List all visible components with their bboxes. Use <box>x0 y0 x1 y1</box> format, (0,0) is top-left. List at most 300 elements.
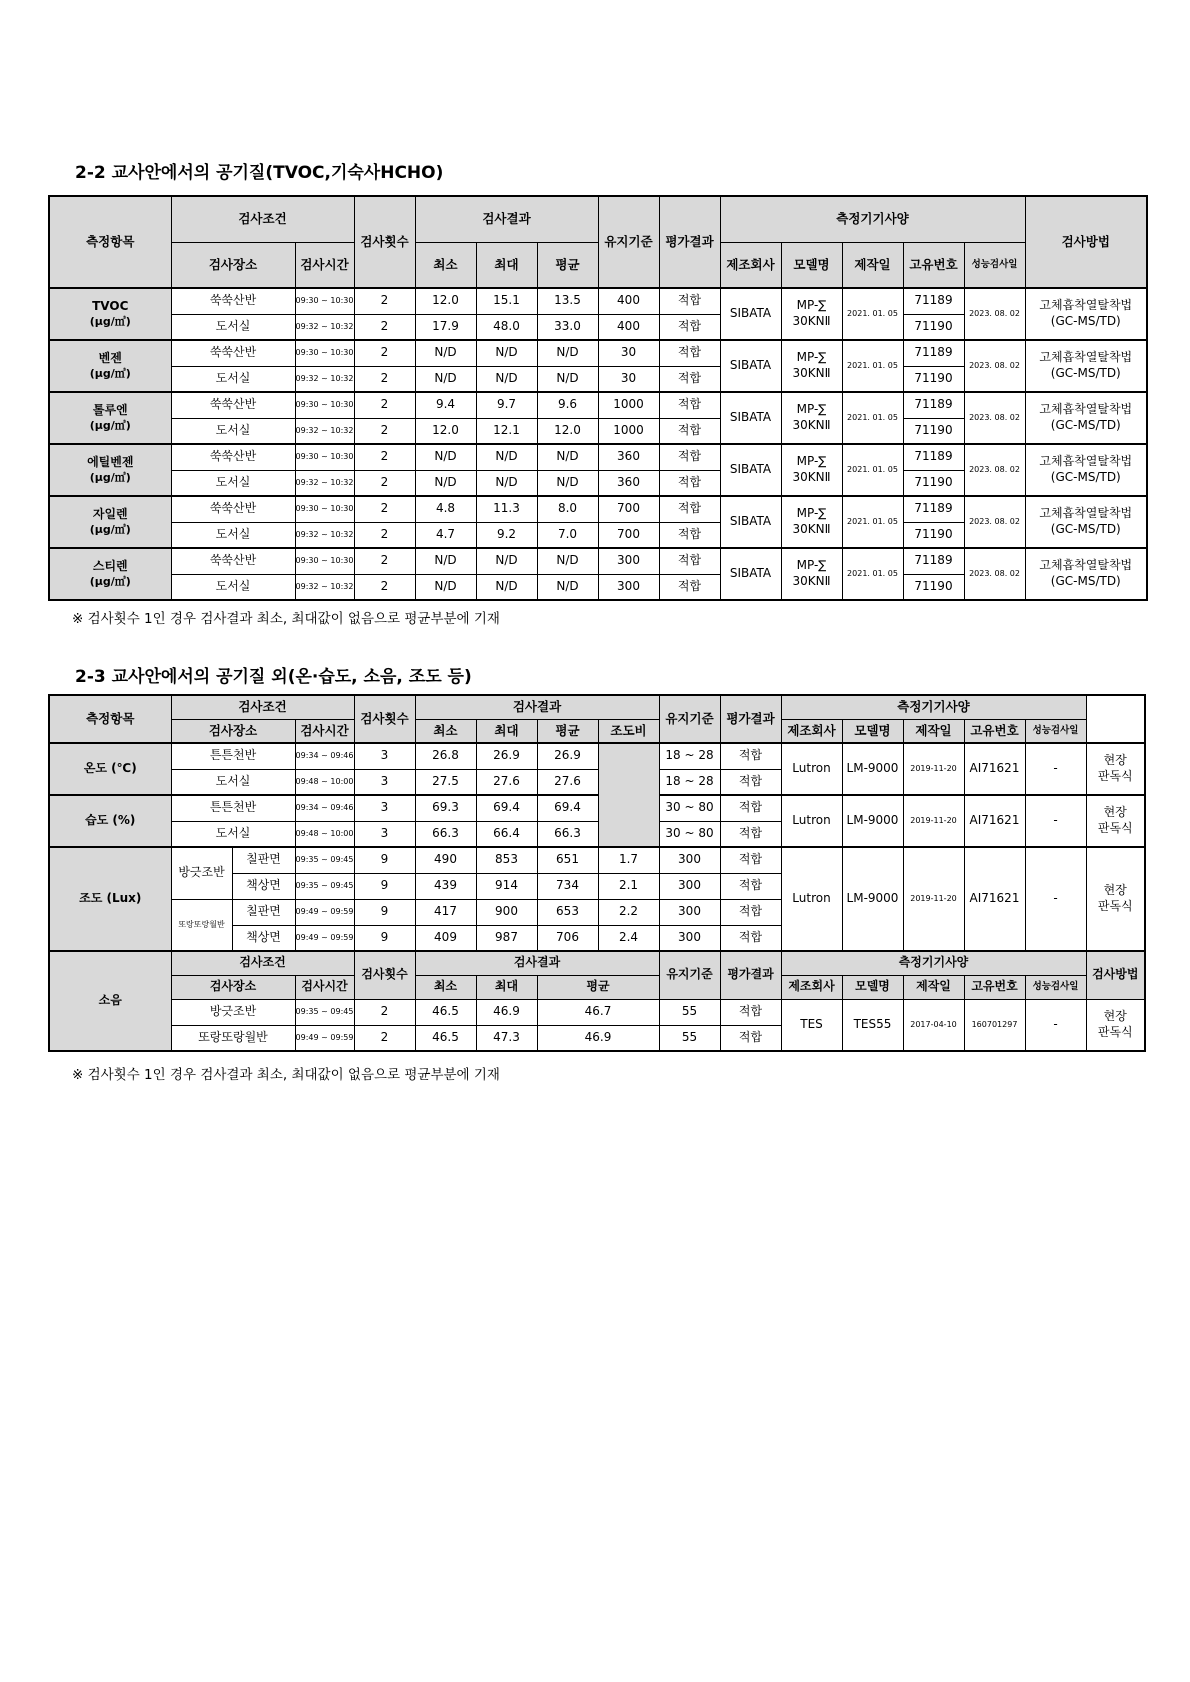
environment-table <box>48 694 1146 1052</box>
model-cell: MP-∑ 30KNⅡ <box>781 392 842 444</box>
made-cell: 2019-11-20 <box>903 743 964 795</box>
time-cell: 09:30 ~ 10:30 <box>295 444 354 470</box>
header-device: 측정기기사양 <box>781 951 1086 975</box>
serial-cell: 71190 <box>903 366 964 392</box>
count-cell: 2 <box>354 444 415 470</box>
time-cell: 09:30 ~ 10:30 <box>295 288 354 314</box>
header-made: 제작일 <box>903 719 964 743</box>
made-cell: 2021. 01. 05 <box>842 288 903 340</box>
standard-cell: 700 <box>598 496 659 522</box>
header-maker: 제조회사 <box>781 719 842 743</box>
max-cell: 46.9 <box>476 999 537 1025</box>
min-cell: 4.7 <box>415 522 476 548</box>
time-cell: 09:30 ~ 10:30 <box>295 548 354 574</box>
table-row <box>49 288 1147 314</box>
count-cell: 2 <box>354 1025 415 1051</box>
standard-cell: 300 <box>659 899 720 925</box>
standard-cell: 400 <box>598 288 659 314</box>
surface-cell: 칠판면 <box>232 899 295 925</box>
count-cell: 9 <box>354 873 415 899</box>
made-cell: 2019-11-20 <box>903 847 964 951</box>
header-result: 검사결과 <box>415 695 659 719</box>
standard-cell: 700 <box>598 522 659 548</box>
serial-cell: AI71621 <box>964 743 1025 795</box>
max-cell: 900 <box>476 899 537 925</box>
count-cell: 2 <box>354 999 415 1025</box>
header-evaluation: 평가결과 <box>720 695 781 743</box>
min-cell: 46.5 <box>415 1025 476 1051</box>
table-row <box>49 548 1147 574</box>
model-cell: MP-∑ 30KNⅡ <box>781 288 842 340</box>
max-cell: 853 <box>476 847 537 873</box>
max-cell: 15.1 <box>476 288 537 314</box>
standard-cell: 360 <box>598 470 659 496</box>
item-name: TVOC (μg/㎥) <box>49 288 171 340</box>
evaluation-cell: 적합 <box>720 873 781 899</box>
place-cell: 도서실 <box>171 769 295 795</box>
standard-cell: 300 <box>659 873 720 899</box>
standard-cell: 30 ~ 80 <box>659 795 720 821</box>
time-cell: 09:30 ~ 10:30 <box>295 496 354 522</box>
uniformity-cell: 2.2 <box>598 899 659 925</box>
count-cell: 9 <box>354 847 415 873</box>
maker-cell: SIBATA <box>720 288 781 340</box>
evaluation-cell: 적합 <box>720 769 781 795</box>
header-count: 검사횟수 <box>354 695 415 743</box>
header-method: 검사방법 <box>1086 951 1145 999</box>
header-standard: 유지기준 <box>659 695 720 743</box>
serial-cell: 71190 <box>903 574 964 600</box>
model-cell: MP-∑ 30KNⅡ <box>781 444 842 496</box>
time-cell: 09:30 ~ 10:30 <box>295 340 354 366</box>
count-cell: 2 <box>354 574 415 600</box>
min-cell: 46.5 <box>415 999 476 1025</box>
serial-cell: AI71621 <box>964 847 1025 951</box>
avg-cell: 9.6 <box>537 392 598 418</box>
maker-cell: TES <box>781 999 842 1051</box>
evaluation-cell: 적합 <box>659 444 720 470</box>
place-cell: 도서실 <box>171 418 295 444</box>
time-cell: 09:49 ~ 09:59 <box>295 1025 354 1051</box>
max-cell: 12.1 <box>476 418 537 444</box>
evaluation-cell: 적합 <box>659 314 720 340</box>
header-serial: 고유번호 <box>903 242 964 288</box>
min-cell: N/D <box>415 548 476 574</box>
count-cell: 9 <box>354 925 415 951</box>
air-quality-table <box>48 195 1148 601</box>
max-cell: N/D <box>476 366 537 392</box>
place-cell: 튼튼천반 <box>171 795 295 821</box>
header-uniformity: 조도비 <box>598 719 659 743</box>
min-cell: N/D <box>415 470 476 496</box>
header-place: 검사장소 <box>171 242 295 288</box>
avg-cell: 26.9 <box>537 743 598 769</box>
max-cell: 9.7 <box>476 392 537 418</box>
avg-cell: N/D <box>537 444 598 470</box>
method-cell: 현장 판독식 <box>1086 795 1145 847</box>
header-perf: 성능검사일 <box>1025 719 1086 743</box>
time-cell: 09:49 ~ 09:59 <box>295 899 354 925</box>
place-cell: 도서실 <box>171 522 295 548</box>
item-name: 조도 (Lux) <box>49 847 171 951</box>
table-row <box>49 847 1145 873</box>
max-cell: N/D <box>476 548 537 574</box>
evaluation-cell: 적합 <box>720 1025 781 1051</box>
count-cell: 2 <box>354 366 415 392</box>
uniformity-cell: 2.1 <box>598 873 659 899</box>
time-cell: 09:35 ~ 09:45 <box>295 999 354 1025</box>
header-serial: 고유번호 <box>964 719 1025 743</box>
avg-cell: 7.0 <box>537 522 598 548</box>
item-name: 에틸벤젠 (μg/㎥) <box>49 444 171 496</box>
method-cell: 고체흡착열탈착법 (GC-MS/TD) <box>1025 288 1147 340</box>
made-cell: 2019-11-20 <box>903 795 964 847</box>
place-cell: 도서실 <box>171 574 295 600</box>
standard-cell: 30 ~ 80 <box>659 821 720 847</box>
place-cell: 쑥쑥산반 <box>171 496 295 522</box>
evaluation-cell: 적합 <box>659 548 720 574</box>
count-cell: 2 <box>354 340 415 366</box>
header-place: 검사장소 <box>171 975 295 999</box>
made-cell: 2021. 01. 05 <box>842 392 903 444</box>
min-cell: N/D <box>415 366 476 392</box>
min-cell: 69.3 <box>415 795 476 821</box>
count-cell: 9 <box>354 899 415 925</box>
standard-cell: 18 ~ 28 <box>659 769 720 795</box>
table-row <box>49 340 1147 366</box>
serial-cell: 71189 <box>903 548 964 574</box>
avg-cell: N/D <box>537 548 598 574</box>
serial-cell: 71190 <box>903 470 964 496</box>
max-cell: 9.2 <box>476 522 537 548</box>
uniformity-cell: 1.7 <box>598 847 659 873</box>
made-cell: 2021. 01. 05 <box>842 340 903 392</box>
header-condition: 검사조건 <box>171 951 354 975</box>
method-cell: 고체흡착열탈착법 (GC-MS/TD) <box>1025 496 1147 548</box>
count-cell: 3 <box>354 769 415 795</box>
method-cell: 고체흡착열탈착법 (GC-MS/TD) <box>1025 444 1147 496</box>
header-avg: 평균 <box>537 719 598 743</box>
header-perf: 성능검사일 <box>964 242 1025 288</box>
header-device: 측정기기사양 <box>720 196 1025 242</box>
serial-cell: 71190 <box>903 522 964 548</box>
method-cell: 현장 판독식 <box>1086 847 1145 951</box>
max-cell: 26.9 <box>476 743 537 769</box>
item-name: 소음 <box>49 951 171 1051</box>
header-model: 모델명 <box>842 719 903 743</box>
header-condition: 검사조건 <box>171 196 354 242</box>
evaluation-cell: 적합 <box>720 821 781 847</box>
evaluation-cell: 적합 <box>659 470 720 496</box>
avg-cell: 27.6 <box>537 769 598 795</box>
place-cell: 쑥쑥산반 <box>171 288 295 314</box>
model-cell: MP-∑ 30KNⅡ <box>781 496 842 548</box>
time-cell: 09:30 ~ 10:30 <box>295 392 354 418</box>
header-min: 최소 <box>415 719 476 743</box>
min-cell: 4.8 <box>415 496 476 522</box>
place-cell: 도서실 <box>171 821 295 847</box>
place-cell: 방긋조반 <box>171 999 295 1025</box>
room-cell: 또랑또랑월반 <box>171 899 232 951</box>
serial-cell: 71189 <box>903 444 964 470</box>
min-cell: 12.0 <box>415 418 476 444</box>
place-cell: 쑥쑥산반 <box>171 444 295 470</box>
header-made: 제작일 <box>842 242 903 288</box>
avg-cell: 46.7 <box>537 999 659 1025</box>
model-cell: MP-∑ 30KNⅡ <box>781 548 842 600</box>
place-cell: 쑥쑥산반 <box>171 340 295 366</box>
perf-cell: 2023. 08. 02 <box>964 392 1025 444</box>
header-max: 최대 <box>476 975 537 999</box>
time-cell: 09:48 ~ 10:00 <box>295 769 354 795</box>
count-cell: 2 <box>354 496 415 522</box>
made-cell: 2021. 01. 05 <box>842 496 903 548</box>
model-cell: TES55 <box>842 999 903 1051</box>
perf-cell: 2023. 08. 02 <box>964 288 1025 340</box>
header-item: 측정항목 <box>49 196 171 288</box>
evaluation-cell: 적합 <box>659 288 720 314</box>
method-cell: 현장 판독식 <box>1086 999 1145 1051</box>
max-cell: 48.0 <box>476 314 537 340</box>
item-name: 톨루엔 (μg/㎥) <box>49 392 171 444</box>
header-place: 검사장소 <box>171 719 295 743</box>
item-name: 습도 (%) <box>49 795 171 847</box>
method-cell: 고체흡착열탈착법 (GC-MS/TD) <box>1025 392 1147 444</box>
perf-cell: 2023. 08. 02 <box>964 340 1025 392</box>
header-max: 최대 <box>476 719 537 743</box>
standard-cell: 55 <box>659 1025 720 1051</box>
max-cell: 987 <box>476 925 537 951</box>
standard-cell: 30 <box>598 366 659 392</box>
model-cell: LM-9000 <box>842 743 903 795</box>
max-cell: 27.6 <box>476 769 537 795</box>
place-cell: 쑥쑥산반 <box>171 392 295 418</box>
model-cell: LM-9000 <box>842 847 903 951</box>
header-avg: 평균 <box>537 975 659 999</box>
standard-cell: 300 <box>598 548 659 574</box>
evaluation-cell: 적합 <box>659 418 720 444</box>
header-serial: 고유번호 <box>964 975 1025 999</box>
evaluation-cell: 적합 <box>720 925 781 951</box>
maker-cell: SIBATA <box>720 444 781 496</box>
maker-cell: SIBATA <box>720 496 781 548</box>
avg-cell: 8.0 <box>537 496 598 522</box>
standard-cell: 300 <box>659 847 720 873</box>
avg-cell: 33.0 <box>537 314 598 340</box>
max-cell: N/D <box>476 340 537 366</box>
evaluation-cell: 적합 <box>659 340 720 366</box>
time-cell: 09:49 ~ 09:59 <box>295 925 354 951</box>
evaluation-cell: 적합 <box>659 392 720 418</box>
standard-cell: 300 <box>598 574 659 600</box>
standard-cell: 360 <box>598 444 659 470</box>
evaluation-cell: 적합 <box>720 899 781 925</box>
perf-cell: 2023. 08. 02 <box>964 444 1025 496</box>
avg-cell: 66.3 <box>537 821 598 847</box>
header-made: 제작일 <box>903 975 964 999</box>
standard-cell: 55 <box>659 999 720 1025</box>
standard-cell: 30 <box>598 340 659 366</box>
place-cell: 도서실 <box>171 470 295 496</box>
serial-cell: AI71621 <box>964 795 1025 847</box>
standard-cell: 1000 <box>598 418 659 444</box>
perf-cell: - <box>1025 999 1086 1051</box>
place-cell: 쑥쑥산반 <box>171 548 295 574</box>
maker-cell: SIBATA <box>720 548 781 600</box>
header-device: 측정기기사양 <box>781 695 1086 719</box>
section-23-note: ※ 검사횟수 1인 경우 검사결과 최소, 최대값이 없음으로 평균부분에 기재 <box>72 1067 500 1083</box>
method-cell: 고체흡착열탈착법 (GC-MS/TD) <box>1025 340 1147 392</box>
section-22-title: 2-2 교사안에서의 공기질(TVOC,기숙사HCHO) <box>75 163 444 183</box>
max-cell: 69.4 <box>476 795 537 821</box>
header-avg: 평균 <box>537 242 598 288</box>
avg-cell: N/D <box>537 470 598 496</box>
evaluation-cell: 적합 <box>720 795 781 821</box>
count-cell: 2 <box>354 288 415 314</box>
min-cell: 27.5 <box>415 769 476 795</box>
header-standard: 유지기준 <box>598 196 659 288</box>
max-cell: N/D <box>476 470 537 496</box>
maker-cell: Lutron <box>781 795 842 847</box>
maker-cell: Lutron <box>781 743 842 795</box>
count-cell: 2 <box>354 470 415 496</box>
evaluation-cell: 적합 <box>659 496 720 522</box>
min-cell: N/D <box>415 340 476 366</box>
surface-cell: 책상면 <box>232 873 295 899</box>
time-cell: 09:32 ~ 10:32 <box>295 522 354 548</box>
standard-cell: 400 <box>598 314 659 340</box>
header-condition: 검사조건 <box>171 695 354 719</box>
header-result: 검사결과 <box>415 196 598 242</box>
header-maker: 제조회사 <box>781 975 842 999</box>
header-min: 최소 <box>415 242 476 288</box>
max-cell: N/D <box>476 574 537 600</box>
header-perf: 성능검사일 <box>1025 975 1086 999</box>
perf-cell: - <box>1025 743 1086 795</box>
maker-cell: SIBATA <box>720 392 781 444</box>
min-cell: 439 <box>415 873 476 899</box>
time-cell: 09:35 ~ 09:45 <box>295 873 354 899</box>
method-cell: 고체흡착열탈착법 (GC-MS/TD) <box>1025 548 1147 600</box>
header-count: 검사횟수 <box>354 196 415 288</box>
time-cell: 09:32 ~ 10:32 <box>295 470 354 496</box>
made-cell: 2021. 01. 05 <box>842 548 903 600</box>
avg-cell: N/D <box>537 340 598 366</box>
surface-cell: 칠판면 <box>232 847 295 873</box>
avg-cell: 12.0 <box>537 418 598 444</box>
count-cell: 2 <box>354 522 415 548</box>
evaluation-cell: 적합 <box>659 366 720 392</box>
count-cell: 3 <box>354 821 415 847</box>
surface-cell: 책상면 <box>232 925 295 951</box>
header-min: 최소 <box>415 975 476 999</box>
avg-cell: 69.4 <box>537 795 598 821</box>
count-cell: 3 <box>354 743 415 769</box>
header-time: 검사시간 <box>295 975 354 999</box>
serial-cell: 71189 <box>903 288 964 314</box>
header-model: 모델명 <box>842 975 903 999</box>
min-cell: 409 <box>415 925 476 951</box>
avg-cell: N/D <box>537 366 598 392</box>
made-cell: 2021. 01. 05 <box>842 444 903 496</box>
time-cell: 09:32 ~ 10:32 <box>295 574 354 600</box>
time-cell: 09:48 ~ 10:00 <box>295 821 354 847</box>
header-result: 검사결과 <box>415 951 659 975</box>
time-cell: 09:35 ~ 09:45 <box>295 847 354 873</box>
noise-header-row <box>49 975 1145 999</box>
table-row <box>49 444 1147 470</box>
min-cell: 26.8 <box>415 743 476 769</box>
count-cell: 2 <box>354 548 415 574</box>
standard-cell: 1000 <box>598 392 659 418</box>
header-max: 최대 <box>476 242 537 288</box>
header-evaluation: 평가결과 <box>659 196 720 288</box>
serial-cell: 71189 <box>903 340 964 366</box>
place-cell: 튼튼천반 <box>171 743 295 769</box>
serial-cell: 71190 <box>903 418 964 444</box>
min-cell: N/D <box>415 444 476 470</box>
serial-cell: 71190 <box>903 314 964 340</box>
item-name: 스티렌 (μg/㎥) <box>49 548 171 600</box>
min-cell: 417 <box>415 899 476 925</box>
header-item: 측정항목 <box>49 695 171 743</box>
serial-cell: 160701297 <box>964 999 1025 1051</box>
air-quality-body <box>49 288 1147 600</box>
min-cell: 9.4 <box>415 392 476 418</box>
time-cell: 09:32 ~ 10:32 <box>295 314 354 340</box>
evaluation-cell: 적합 <box>659 522 720 548</box>
header-time: 검사시간 <box>295 719 354 743</box>
made-cell: 2017-04-10 <box>903 999 964 1051</box>
count-cell: 2 <box>354 418 415 444</box>
perf-cell: 2023. 08. 02 <box>964 548 1025 600</box>
min-cell: 12.0 <box>415 288 476 314</box>
avg-cell: N/D <box>537 574 598 600</box>
max-cell: 66.4 <box>476 821 537 847</box>
standard-cell: 18 ~ 28 <box>659 743 720 769</box>
avg-cell: 734 <box>537 873 598 899</box>
header-model: 모델명 <box>781 242 842 288</box>
table-row <box>49 743 1145 769</box>
table-row <box>49 496 1147 522</box>
perf-cell: - <box>1025 795 1086 847</box>
time-cell: 09:32 ~ 10:32 <box>295 418 354 444</box>
header-method: 검사방법 <box>1025 196 1147 288</box>
max-cell: 47.3 <box>476 1025 537 1051</box>
evaluation-cell: 적합 <box>720 743 781 769</box>
min-cell: N/D <box>415 574 476 600</box>
place-cell: 도서실 <box>171 314 295 340</box>
item-name: 온도 (℃) <box>49 743 171 795</box>
count-cell: 2 <box>354 392 415 418</box>
header-evaluation: 평가결과 <box>720 951 781 999</box>
evaluation-cell: 적합 <box>659 574 720 600</box>
min-cell: 17.9 <box>415 314 476 340</box>
header-standard: 유지기준 <box>659 951 720 999</box>
table-row <box>49 392 1147 418</box>
place-cell: 도서실 <box>171 366 295 392</box>
section-22-note: ※ 검사횟수 1인 경우 검사결과 최소, 최대값이 없음으로 평균부분에 기재 <box>72 611 500 627</box>
avg-cell: 651 <box>537 847 598 873</box>
max-cell: 11.3 <box>476 496 537 522</box>
max-cell: N/D <box>476 444 537 470</box>
uniformity-blank <box>598 743 659 847</box>
maker-cell: Lutron <box>781 847 842 951</box>
count-cell: 2 <box>354 314 415 340</box>
model-cell: LM-9000 <box>842 795 903 847</box>
avg-cell: 13.5 <box>537 288 598 314</box>
uniformity-cell: 2.4 <box>598 925 659 951</box>
